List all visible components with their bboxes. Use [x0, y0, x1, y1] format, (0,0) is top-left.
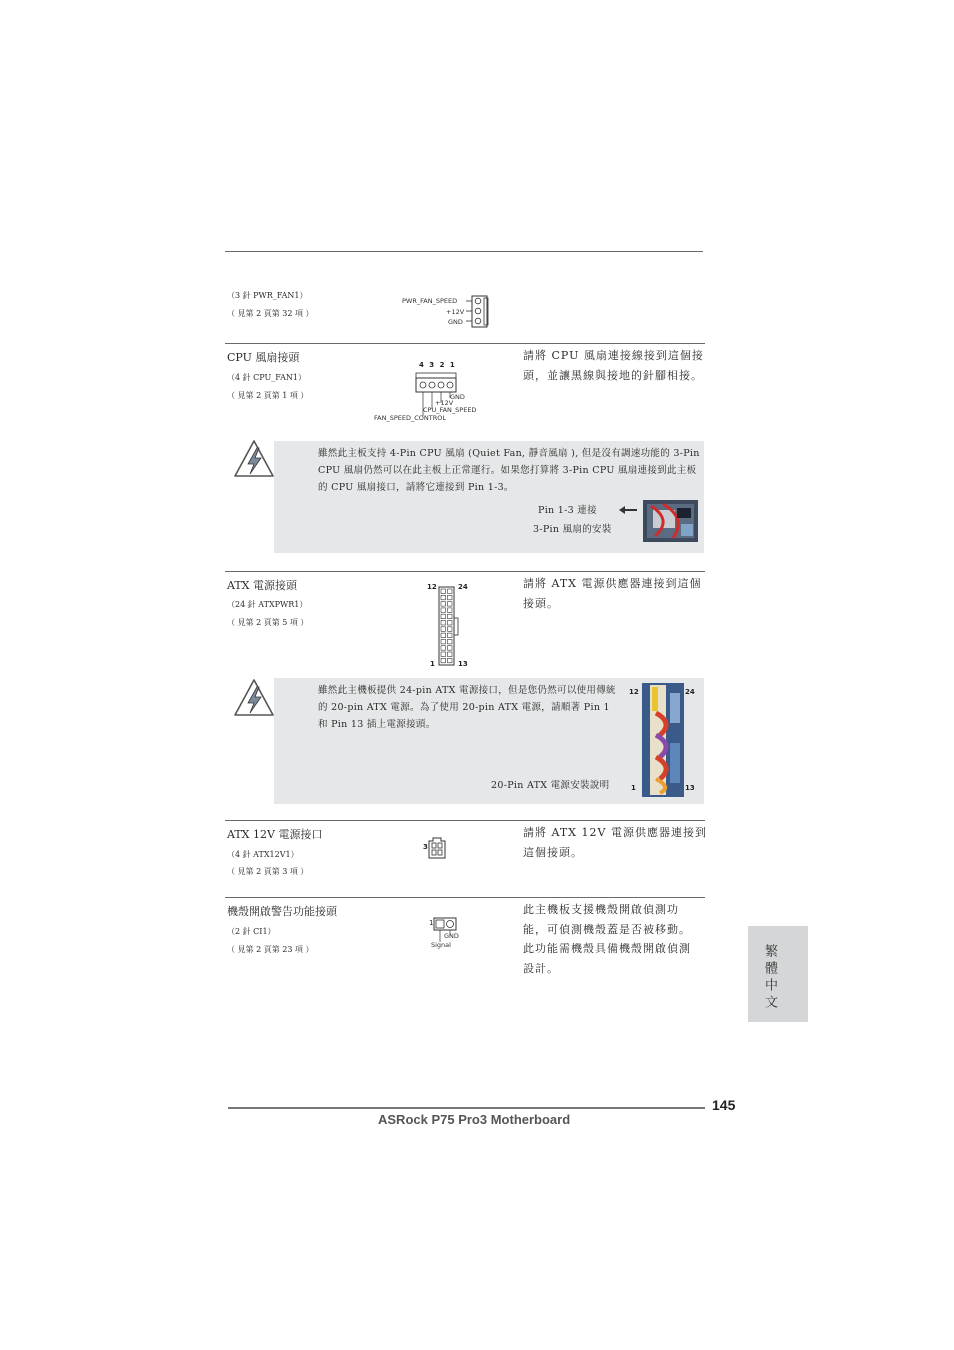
atx-power-connector-diagram	[438, 586, 460, 668]
chassis-label-signal: Signal	[431, 941, 451, 949]
footer-rule	[228, 1107, 705, 1109]
rule-cpu-fan	[225, 343, 705, 344]
cpu-fan-description: 請將 CPU 風扇連接線接到這個接頭，並讓黑線與接地的針腳相接。	[523, 349, 704, 382]
page-number: 145	[712, 1097, 736, 1113]
cpu-fan-label-gnd: GND	[450, 393, 465, 401]
chassis-title: 機殼開啟警告功能接頭	[227, 905, 337, 918]
atx-pin	[441, 595, 446, 600]
atx-pin	[441, 652, 446, 657]
warning-icon	[232, 677, 276, 719]
pwr-fan-pin-label: （3 針 PWR_FAN1）	[227, 291, 308, 300]
cpu-fan-label-12v: +12V	[435, 399, 454, 407]
chassis-pin-number: 1	[429, 919, 434, 927]
cpu-fan-ref: （ 見第 2 頁第 1 項 ）	[227, 391, 309, 400]
pwr-fan-ref: （ 見第 2 頁第 32 項 ）	[227, 309, 314, 318]
language-side-tab-label: 繁體中文	[762, 944, 777, 1012]
atx-latch	[454, 618, 458, 635]
atx12v-pin-label: （4 針 ATX12V1）	[227, 850, 299, 859]
atx-pin	[448, 614, 453, 619]
pwr-fan-label-12v: +12V	[446, 308, 465, 316]
atx-pin	[448, 652, 453, 657]
atx-pin	[448, 658, 453, 663]
note-fan-caption-pin: Pin 1-3 連接	[538, 505, 597, 516]
chassis-pin-label: （2 針 CI1）	[227, 927, 276, 936]
rule-chassis	[225, 897, 705, 898]
top-rule	[225, 251, 703, 252]
note-atx-pin-12: 12	[629, 688, 639, 696]
atx-power-pin-1: 1	[430, 660, 435, 668]
atx-power-ref: （ 見第 2 頁第 5 項 ）	[227, 618, 309, 627]
atx-power-title: ATX 電源接頭	[227, 579, 298, 592]
pwr-fan-label-gnd: GND	[448, 318, 463, 326]
cpu-fan-title: CPU 風扇接頭	[227, 351, 300, 364]
atx-pin	[448, 646, 453, 651]
atx-pin	[448, 633, 453, 638]
footer-product-title: ASRock P75 Pro3 Motherboard	[378, 1112, 571, 1127]
rule-atx-power	[225, 571, 705, 572]
atx12v-connector-diagram	[427, 836, 447, 860]
note-atx-pin-1: 1	[631, 784, 636, 792]
pwr-fan-connector-diagram	[464, 295, 492, 329]
cpu-fan-pin-numbers: 4 3 2 1	[419, 361, 457, 369]
arrow-left-icon	[618, 505, 638, 515]
atx-power-pin-label: （24 針 ATXPWR1）	[227, 600, 308, 609]
atx-pin	[441, 646, 446, 651]
note-atx-caption: 20-Pin ATX 電源安裝說明	[491, 780, 610, 791]
atx-power-pin-24: 24	[458, 583, 468, 591]
cpu-fan-label-speed: CPU_FAN_SPEED	[423, 406, 477, 414]
atx-power-pin-12: 12	[427, 583, 437, 591]
atx-pin	[441, 608, 446, 613]
atx12v-ref: （ 見第 2 頁第 3 項 ）	[227, 867, 309, 876]
atx-pin	[448, 621, 453, 626]
note-atx-pin-13: 13	[685, 784, 695, 792]
atx-pin	[441, 602, 446, 607]
atx-pin	[441, 614, 446, 619]
rule-atx12v	[225, 820, 705, 821]
note-atx-pin-24: 24	[685, 688, 695, 696]
atx-pin	[441, 621, 446, 626]
atx12v-title: ATX 12V 電源接口	[227, 828, 323, 841]
atx-pin	[448, 627, 453, 632]
atx-power-pin-13: 13	[458, 660, 468, 668]
atx-pin	[448, 589, 453, 594]
chassis-label-gnd: GND	[444, 932, 459, 940]
atx-pin	[448, 608, 453, 613]
atx-pin	[441, 633, 446, 638]
chassis-description: 此主機板支援機殼開啟偵測功能，可偵測機殼蓋是否被移動。此功能需機殼具備機殼開啟偵測設計。	[523, 903, 691, 975]
cpu-fan-pin-label: （4 針 CPU_FAN1）	[227, 373, 307, 382]
atx-pin	[448, 602, 453, 607]
atx-pin	[441, 627, 446, 632]
atx-power-description: 請將 ATX 電源供應器連接到這個接頭。	[523, 577, 702, 610]
atx-pin	[448, 595, 453, 600]
atx-pin	[441, 658, 446, 663]
pwr-fan-label-speed: PWR_FAN_SPEED	[402, 297, 458, 305]
fan-install-photo	[643, 500, 698, 542]
atx12v-description: 請將 ATX 12V 電源供應器連接到這個接頭。	[523, 826, 707, 859]
atx-pin	[448, 639, 453, 644]
note-fan-text: 雖然此主板支持 4-Pin CPU 風扇 (Quiet Fan, 靜音風扇 ), 但是沒有調速功能的 3-Pin CPU 風扇仍然可以在此主板上正常運行。如果您打算將 3-Pin CPU 風扇連接到此主板的 CPU 風扇接口，請將它連接到 Pin 1-3。	[318, 448, 700, 493]
atx-install-photo	[642, 683, 684, 797]
note-atx-text: 雖然此主機板提供 24-pin ATX 電源接口，但是您仍然可以使用傳統的 20-pin ATX 電源。為了使用 20-pin ATX 電源，請順著 Pin 1 和 Pin 13 插上電源接頭。	[318, 685, 616, 730]
atx12v-pin-number: 3	[423, 843, 428, 851]
cpu-fan-label-control: FAN_SPEED_CONTROL	[374, 414, 446, 422]
atx-pin	[441, 639, 446, 644]
note-fan-caption-install: 3-Pin 風扇的安裝	[533, 524, 612, 535]
atx-pin	[441, 589, 446, 594]
chassis-ref: （ 見第 2 頁第 23 項 ）	[227, 945, 314, 954]
warning-icon	[232, 438, 276, 480]
